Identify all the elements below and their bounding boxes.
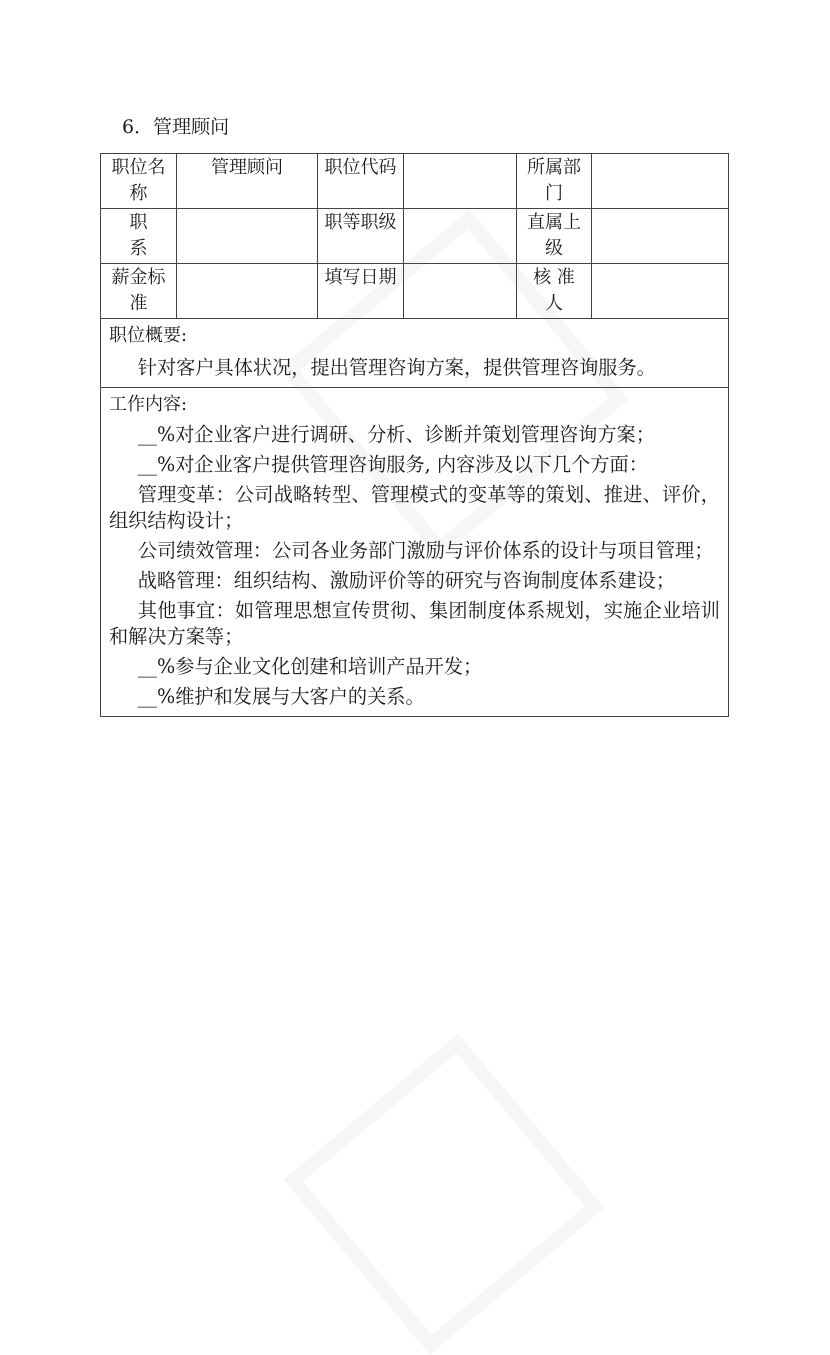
- duty-item: __%维护和发展与大客户的关系。: [137, 685, 425, 708]
- label-cell: 职位名称: [101, 154, 177, 209]
- fill-date-value: [404, 264, 517, 319]
- duties-cell: [101, 388, 729, 717]
- summary-heading: 职位概要:: [109, 325, 188, 346]
- label-cell: 职位代码: [318, 154, 404, 209]
- duty-item: 战略管理：组织结构、激励评价等的研究与咨询制度体系建设；: [137, 569, 676, 592]
- label-cell: 职 系: [101, 209, 177, 264]
- table-row: [101, 209, 729, 264]
- duty-item: __%参与企业文化创建和培训产品开发；: [137, 655, 483, 678]
- label-cell: 填写日期: [318, 264, 404, 319]
- summary-row: [101, 319, 729, 388]
- summary-text: 针对客户具体状况，提出管理咨询方案，提供管理咨询服务。: [137, 356, 656, 379]
- summary-cell: [101, 319, 729, 388]
- label-cell: 薪金标准: [101, 264, 177, 319]
- label-cell: 职等职级: [318, 209, 404, 264]
- salary-value: [177, 264, 318, 319]
- job-series-value: [177, 209, 318, 264]
- label-cell: 直属上级: [517, 209, 592, 264]
- section-title: 6．管理顾问: [122, 116, 230, 138]
- approver-value: [592, 264, 729, 319]
- position-name-value: 管理顾问: [177, 154, 318, 209]
- grade-value: [404, 209, 517, 264]
- duties-row: [101, 388, 729, 717]
- table-row: [101, 264, 729, 319]
- table-row: [101, 154, 729, 209]
- label-cell: 所属部门: [517, 154, 592, 209]
- duties-heading: 工作内容:: [109, 394, 188, 415]
- watermark: [283, 1033, 604, 1354]
- duty-item: 其他事宜：如管理思想宣传贯彻、集团制度体系规划，实施企业培训和解决方案等；: [109, 599, 720, 648]
- department-value: [592, 154, 729, 209]
- duty-item: 公司绩效管理：公司各业务部门激励与评价体系的设计与项目管理；: [137, 539, 714, 562]
- duty-item: 管理变革：公司战略转型、管理模式的变革等的策划、推进、评价，组织结构设计；: [109, 483, 720, 532]
- label-cell: 核 准 人: [517, 264, 592, 319]
- job-description-table: [100, 153, 729, 717]
- duty-item: __%对企业客户提供管理咨询服务, 内容涉及以下几个方面：: [137, 453, 648, 476]
- position-code-value: [404, 154, 517, 209]
- duty-item: __%对企业客户进行调研、分析、诊断并策划管理咨询方案；: [137, 423, 655, 446]
- supervisor-value: [592, 209, 729, 264]
